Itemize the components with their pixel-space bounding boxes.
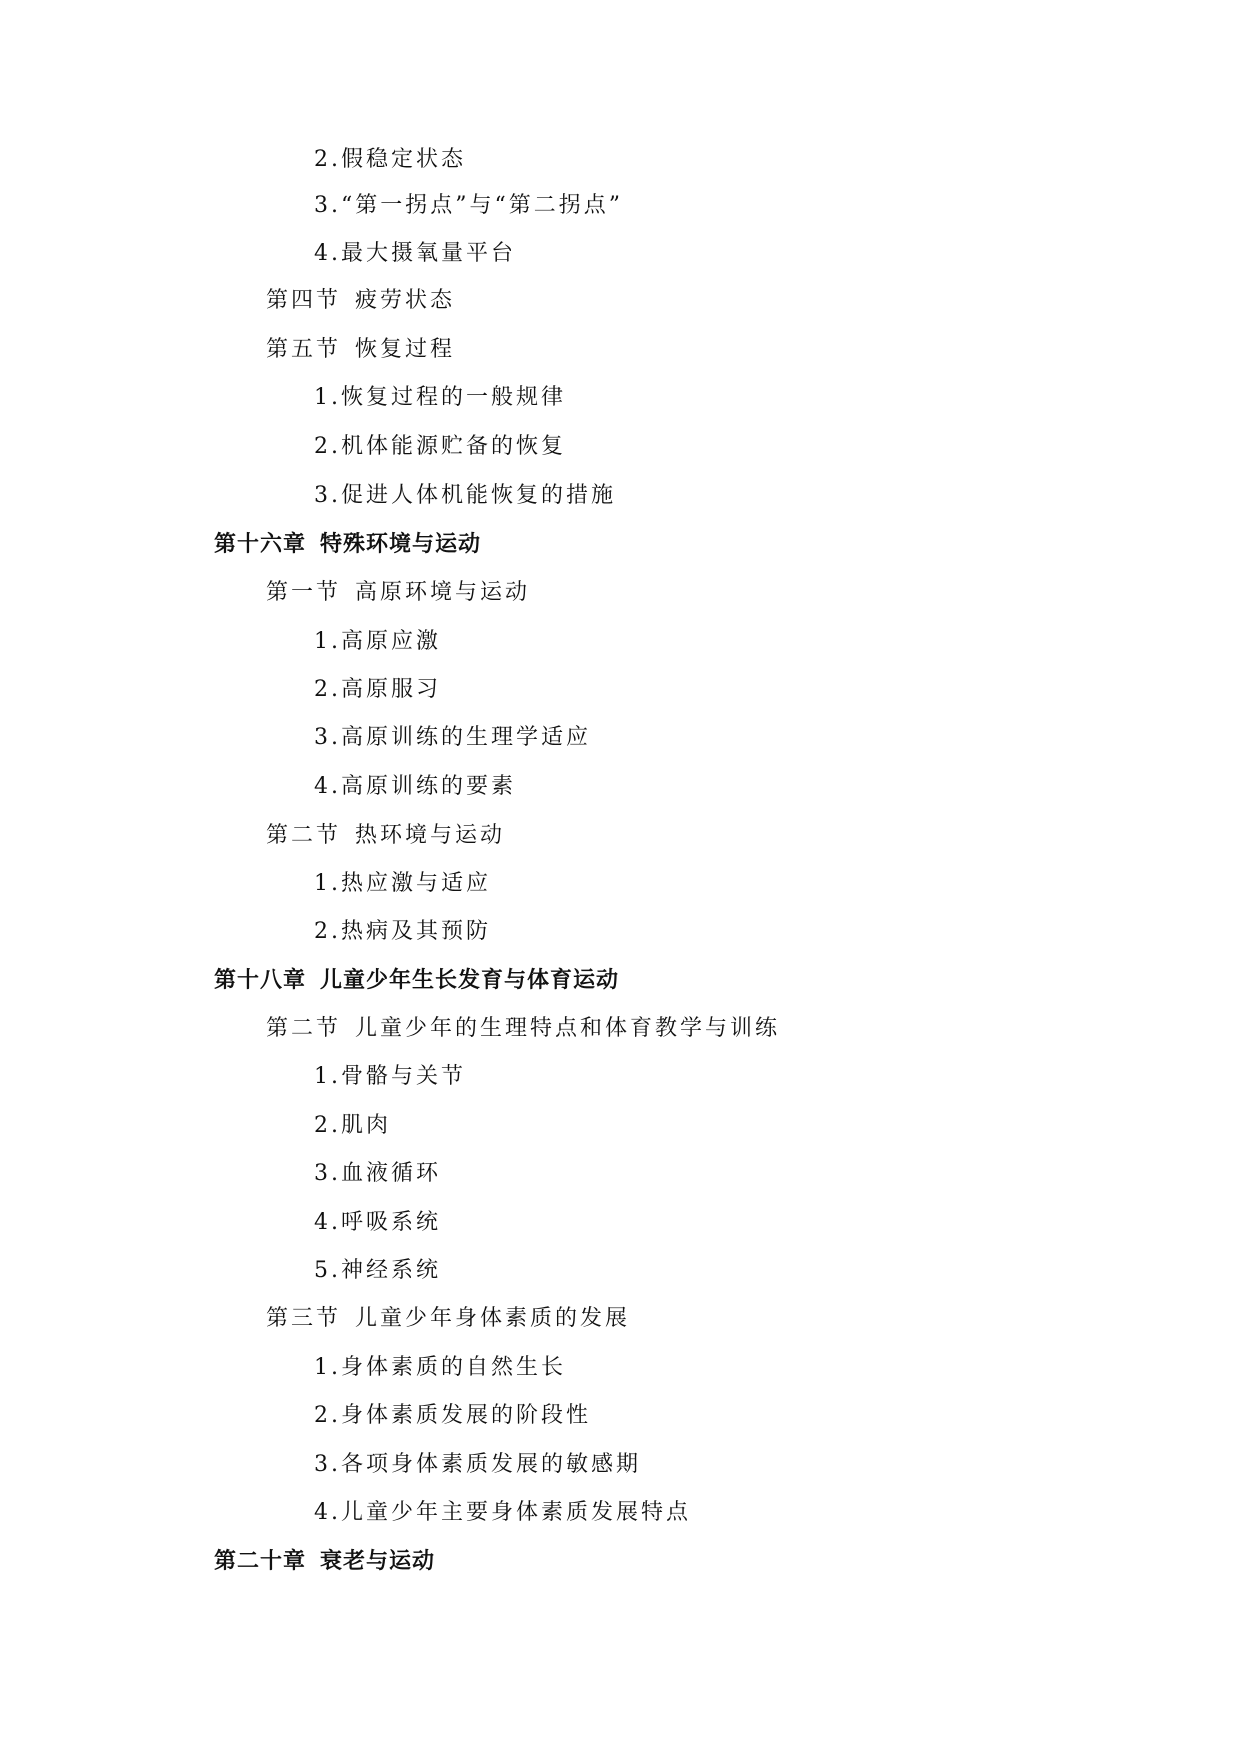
item-title: 2.假稳定状态 bbox=[314, 147, 466, 172]
section-title: 儿童少年的生理特点和体育教学与训练 bbox=[355, 1016, 781, 1041]
toc-section bbox=[266, 287, 455, 315]
toc-section bbox=[266, 1305, 630, 1333]
item-title: 2.高原服习 bbox=[314, 677, 441, 702]
item-title: 3.血液循环 bbox=[314, 1161, 441, 1186]
toc-item bbox=[314, 1063, 466, 1091]
section-title: 高原环境与运动 bbox=[355, 580, 531, 605]
section-number: 第二节 bbox=[266, 1016, 342, 1041]
toc-section bbox=[266, 1015, 780, 1043]
toc-item bbox=[314, 1160, 441, 1188]
section-number: 第三节 bbox=[266, 1306, 342, 1331]
section-number: 第四节 bbox=[266, 288, 342, 313]
item-title: 1.骨骼与关节 bbox=[314, 1064, 466, 1089]
item-title: 4.儿童少年主要身体素质发展特点 bbox=[314, 1500, 691, 1525]
toc-item bbox=[314, 1402, 591, 1430]
item-title: 2.热病及其预防 bbox=[314, 919, 491, 944]
toc-item bbox=[314, 676, 441, 704]
toc-item bbox=[314, 1451, 641, 1479]
item-title: 4.最大摄氧量平台 bbox=[314, 241, 516, 266]
chapter-title: 衰老与运动 bbox=[320, 1548, 436, 1574]
item-title: 2.身体素质发展的阶段性 bbox=[314, 1403, 591, 1428]
toc-section bbox=[266, 579, 530, 607]
item-title: 4.呼吸系统 bbox=[314, 1210, 441, 1235]
toc-section bbox=[266, 822, 505, 850]
toc-item bbox=[314, 724, 591, 752]
toc-item bbox=[314, 870, 491, 898]
toc-item bbox=[314, 1354, 566, 1382]
section-number: 第二节 bbox=[266, 823, 342, 848]
toc-chapter bbox=[214, 530, 481, 558]
section-number: 第五节 bbox=[266, 337, 342, 362]
toc-chapter bbox=[214, 966, 619, 994]
item-title: 3.高原训练的生理学适应 bbox=[314, 725, 591, 750]
toc-item bbox=[314, 146, 466, 174]
item-title: 5.神经系统 bbox=[314, 1258, 441, 1283]
toc-item bbox=[314, 1112, 391, 1140]
section-title: 恢复过程 bbox=[355, 337, 456, 362]
toc-item bbox=[314, 240, 516, 268]
item-title: 1.高原应激 bbox=[314, 629, 441, 654]
toc-item bbox=[314, 628, 441, 656]
item-title: 1.热应激与适应 bbox=[314, 871, 491, 896]
section-number: 第一节 bbox=[266, 580, 342, 605]
section-title: 热环境与运动 bbox=[355, 823, 506, 848]
toc-section bbox=[266, 336, 455, 364]
toc-item bbox=[314, 1209, 441, 1237]
toc-item bbox=[314, 482, 616, 510]
toc-item bbox=[314, 192, 623, 220]
chapter-title: 儿童少年生长发育与体育运动 bbox=[320, 967, 620, 993]
toc-item bbox=[314, 384, 566, 412]
toc-item bbox=[314, 918, 491, 946]
item-title: 1.恢复过程的一般规律 bbox=[314, 385, 566, 410]
chapter-number: 第十六章 bbox=[214, 531, 307, 557]
item-title: 3.“第一拐点”与“第二拐点” bbox=[314, 193, 623, 218]
item-title: 4.高原训练的要素 bbox=[314, 774, 516, 799]
toc-chapter bbox=[214, 1547, 435, 1575]
toc-item bbox=[314, 433, 566, 461]
section-title: 儿童少年身体素质的发展 bbox=[355, 1306, 631, 1331]
item-title: 3.促进人体机能恢复的措施 bbox=[314, 483, 616, 508]
item-title: 1.身体素质的自然生长 bbox=[314, 1355, 566, 1380]
toc-item bbox=[314, 773, 516, 801]
toc-item bbox=[314, 1499, 691, 1527]
toc-item bbox=[314, 1257, 441, 1285]
chapter-title: 特殊环境与运动 bbox=[320, 531, 482, 557]
item-title: 2.肌肉 bbox=[314, 1113, 391, 1138]
item-title: 3.各项身体素质发展的敏感期 bbox=[314, 1452, 641, 1477]
section-title: 疲劳状态 bbox=[355, 288, 456, 313]
item-title: 2.机体能源贮备的恢复 bbox=[314, 434, 566, 459]
chapter-number: 第二十章 bbox=[214, 1548, 307, 1574]
chapter-number: 第十八章 bbox=[214, 967, 307, 993]
